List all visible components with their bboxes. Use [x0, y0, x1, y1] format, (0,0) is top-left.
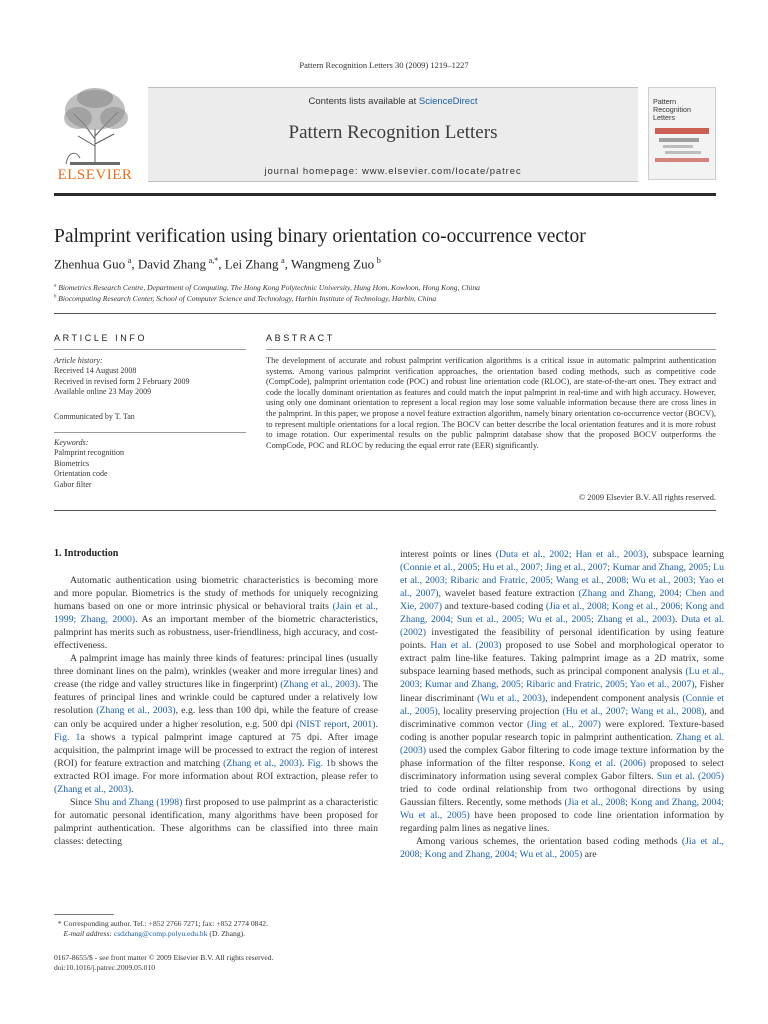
affiliation-text: Biometrics Research Centre, Department of Computing, The Hong Kong Polytechnic University, Hung Hom, Kowloon, Hong Kong, China	[58, 283, 480, 292]
text: , wavelet based feature extraction	[438, 588, 579, 600]
history-item: Available online 23 May 2009	[54, 387, 152, 397]
text: and texture-based coding	[441, 601, 546, 613]
citation-link[interactable]: (Connie et al., 2005; Hu et al., 2007; Jing et al., 2007; Kumar and Zhang, 2005; Lu et al., 2003; Ribaric and Fratric, 2005; Wang et al., 2008; Wu et al., 2003; Yao et al., 2007)	[400, 562, 724, 600]
keyword: Orientation code	[54, 469, 108, 479]
figure-link[interactable]: Fig. 1	[54, 731, 81, 743]
text: b shows the extracted ROI image. For more information about ROI extraction, please refer to	[54, 757, 379, 782]
citation-link[interactable]: (NIST report, 2001)	[296, 718, 376, 730]
citation-link[interactable]: (Wu et al., 2003)	[477, 692, 546, 704]
journal-citation: Pattern Recognition Letters 30 (2009) 1219–1227	[299, 60, 469, 70]
citation-link[interactable]: (Hu et al., 2007; Wang et al., 2008)	[562, 705, 705, 717]
footnote-mark: *	[57, 919, 62, 928]
paragraph	[54, 796, 378, 848]
text: .	[302, 757, 308, 769]
citation-link[interactable]: Duta et al. (2002)	[400, 614, 725, 639]
body-column-right	[400, 548, 724, 861]
journal-homepage-link[interactable]: journal homepage: www.elsevier.com/locate/patrec	[264, 166, 522, 177]
paragraph	[400, 548, 724, 835]
citation-link[interactable]: (Jing et al., 2007)	[526, 718, 601, 730]
affiliation	[54, 283, 724, 292]
text: proposed to select discriminatory information using several complex Gabor filters.	[400, 757, 724, 782]
article-history	[54, 356, 246, 398]
section-rule	[54, 510, 716, 511]
paragraph	[400, 835, 724, 861]
journal-cover-icon	[655, 128, 709, 162]
text: , subspace learning	[646, 549, 724, 560]
citation-link[interactable]: Shu and Zhang (1998)	[94, 796, 183, 808]
text: Among various schemes, the orientation based coding methods	[416, 836, 682, 848]
communicated-by: Communicated by T. Tan	[54, 412, 135, 421]
text: A palmprint image has mainly three kinds of features: principal lines (usually three dominant lines on the palm), wrinkles (weaker and more irregular lines) and crease (the ridge and valley structures like in fingerprint)	[54, 653, 378, 691]
keyword: Gabor filter	[54, 479, 92, 489]
citation-link[interactable]: Han et al. (2003)	[430, 640, 502, 652]
section-heading: 1. Introduction	[54, 548, 119, 559]
citation-link[interactable]: (Zhang et al., 2003)	[223, 757, 303, 769]
text: were explored. Texture-based coding is another popular research topic in palmprint authentication.	[400, 718, 724, 743]
footnote-line	[54, 919, 378, 929]
divider	[54, 349, 246, 350]
citation-link[interactable]: (Zhang et al., 2003)	[54, 783, 132, 795]
text: . As an important member of the biometric characteristics, palmprint has merits such as robustness, user-friendliness, high accuracy, and cost-effectiveness.	[54, 614, 378, 652]
contents-prefix: Contents lists available at	[308, 96, 419, 107]
keywords	[54, 438, 246, 490]
citation-link[interactable]: (Jia et al., 2008; Kong et al., 2006; Kong and Zhang, 2004; Sun et al., 2005; Wu et al., 2005; Zhang et al., 2003)	[400, 601, 724, 626]
text: .	[131, 783, 134, 795]
footnote-rule	[54, 914, 114, 915]
text: proposed to use Sobel and morphological operator to extract palm line-like features. Taking palmprint image as a 2D matrix, some subspace learning based methods, such as principal component analysis	[400, 640, 725, 678]
divider	[266, 349, 716, 350]
affiliation-text: Biocomputing Research Center, School of Computer Science and Technology, Harbin Institute of Technology, Harbin, China	[58, 294, 437, 303]
journal-masthead	[148, 87, 638, 182]
divider	[54, 432, 246, 433]
header-rule	[54, 193, 716, 196]
email-label: E-mail address:	[63, 929, 114, 938]
text: used the complex Gabor filtering to code image texture information by the phase information of the filter response.	[400, 744, 724, 769]
elsevier-wordmark: ELSEVIER	[57, 167, 133, 183]
footnote-text: Corresponding author. Tel.: +852 2766 7271; fax: +852 2774 0842.	[63, 919, 268, 928]
citation-link[interactable]: (Jia et al., 2008; Kong and Zhang, 2004; Wu et al., 2005)	[400, 836, 724, 861]
keyword: Palmprint recognition	[54, 448, 124, 458]
text: , independent component analysis	[545, 692, 683, 704]
sciencedirect-link[interactable]: ScienceDirect	[418, 96, 478, 107]
text: interest points or lines	[400, 549, 496, 560]
author-affiliation-mark[interactable]: a	[127, 256, 132, 265]
text: first proposed to use palmprint as a characteristic for automatic personal identification, many algorithms have been proposed for palmprint authentication. These algorithms can be classified into three main classes: detecting	[54, 796, 378, 847]
author-name: David Zhang	[137, 256, 207, 272]
citation-link[interactable]: (Lu et al., 2003; Kumar and Zhang, 2005; Ribaric and Fratric, 2005; Yao et al., 2007)	[400, 666, 724, 691]
text: investigated the feasibility of personal identification by using feature points.	[400, 627, 724, 652]
text: .	[375, 718, 378, 730]
text: tried to code ordinal relationship from two orthogonal directions by using Gaussian filters. Recently, some methods	[400, 783, 724, 808]
text: are	[582, 849, 597, 861]
text: , e.g. less than 100 dpi, while the feature of crease can only be acquired under a higher resolution, e.g. 500 dpi	[54, 705, 378, 730]
affiliation-mark: b	[54, 294, 57, 300]
email-tail: (D. Zhang).	[207, 929, 246, 938]
author-list: Zhenhua Guo $^a$, David Zhang $^{a,*}$, Lei Zhang $^a$, Wangmeng Zuo $^b$	[54, 256, 381, 272]
body-column-left	[54, 574, 378, 848]
doi-link[interactable]: doi:10.1016/j.patrec.2009.05.010	[54, 963, 156, 973]
affiliation-mark: a	[54, 283, 57, 289]
citation-link[interactable]: (Jain et al., 1999; Zhang, 2000)	[54, 601, 378, 626]
keyword: Biometrics	[54, 458, 90, 468]
tree-icon	[54, 84, 136, 166]
issn-line: 0167-8655/$ - see front matter © 2009 Elsevier B.V. All rights reserved.	[54, 953, 274, 962]
author-affiliation-mark[interactable]: a,*	[208, 256, 219, 265]
corresponding-author-footnote	[54, 919, 378, 939]
citation-link[interactable]: (Zhang et al., 2003)	[96, 705, 176, 717]
paragraph	[54, 574, 378, 652]
text: .	[675, 614, 682, 626]
citation-link[interactable]: Sun et al. (2005)	[656, 770, 724, 782]
citation-link[interactable]: Kong et al. (2006)	[569, 757, 646, 769]
text: , and discriminative common vector	[400, 705, 724, 730]
paragraph	[54, 652, 378, 796]
keywords-heading: Keywords:	[54, 438, 89, 447]
abstract-body: The development of accurate and robust palmprint verification algorithms is a critical issue in automatic palmprint authentication systems. Among various palmprint verification approaches, the orientation based coding methods, such as competitive code (CompCode), palmprint orientation code (POC) and robust line orientation code (RLOC), are state-of-the-art ones. They extract and code the locally dominant orientation as features and could match the input palmprint in real-time and with high accuracy. However, using only one dominant orientation to represent a local region may lose some valuable information because there are cross lines in the palmprint. In this paper, we propose a novel feature extraction algorithm, namely binary orientation co-occurrence vector (BOCV), to represent multiple orientations for a local region. The BOCV can better describe the local orientation features and it is more robust to image rotation. Our experimental results on the public palmprint database show that the proposed BOCV outperforms the CompCode, POC and RLOC by reducing the equal error rate (EER) significantly.	[266, 356, 716, 450]
text: a shows a typical palmprint image captured at 75 dpi. After image acquisition, the palmprint image will be processed to extract the region of interest (ROI) for feature extraction and matching	[54, 731, 378, 769]
text: , locality preserving projection	[437, 705, 563, 717]
cover-title: Pattern Recognition Letters	[653, 97, 691, 123]
author-affiliation-mark[interactable]: a	[281, 256, 285, 265]
text: have been proposed to code line orientation information by regarding palm lines as negative lines.	[400, 809, 724, 834]
journal-cover-thumbnail[interactable]	[648, 87, 716, 180]
citation-link[interactable]: (Zhang and Zhang, 2004; Chen and Xie, 2007)	[400, 588, 724, 613]
affiliation	[54, 294, 724, 303]
citation-link[interactable]: (Duta et al., 2002; Han et al., 2003)	[495, 549, 647, 560]
front-matter-info	[54, 953, 378, 974]
text: Automatic authentication using biometric characteristics is becoming more and more popular. Biometrics is the study of methods for uniquely recognizing humans based on one or more intrinsic physical or behavioral traits	[54, 575, 378, 613]
article-info-heading: ARTICLE INFO	[54, 333, 148, 343]
history-item: Received in revised form 2 February 2009	[54, 376, 190, 386]
journal-name: Pattern Recognition Letters	[288, 122, 498, 143]
text: . The features of principal lines and wrinkle could be captured under a relatively low resolution	[54, 679, 378, 717]
citation-link[interactable]: (Connie et al., 2005)	[400, 692, 724, 717]
author-name: Wangmeng Zuo	[291, 256, 375, 272]
citation-link[interactable]: (Jia et al., 2008; Kong and Zhang, 2004; Wu et al., 2005)	[400, 796, 724, 821]
author-affiliation-mark[interactable]: b	[376, 256, 381, 265]
citation-link[interactable]: Zhang et al. (2003)	[400, 731, 725, 756]
article-title: Palmprint verification using binary orientation co-occurrence vector	[54, 226, 586, 247]
section-rule	[54, 313, 716, 314]
figure-link[interactable]: Fig. 1	[307, 757, 331, 769]
history-heading: Article history:	[54, 356, 103, 365]
contents-line	[148, 96, 638, 107]
author-email-link[interactable]: csdzhang@comp.polyu.edu.hk	[113, 929, 208, 938]
elsevier-logo[interactable]	[54, 84, 136, 184]
copyright-notice: © 2009 Elsevier B.V. All rights reserved.	[578, 493, 716, 502]
text: Since	[70, 796, 95, 808]
abstract-heading: ABSTRACT	[266, 333, 335, 343]
author-name: Zhenhua Guo	[54, 256, 126, 272]
author-name: Lei Zhang	[224, 256, 279, 272]
history-item: Received 14 August 2008	[54, 366, 137, 376]
footnote-email-line	[54, 929, 378, 939]
citation-link[interactable]: (Zhang et al., 2003)	[280, 679, 358, 691]
text: , Fisher linear discriminant	[400, 679, 724, 704]
